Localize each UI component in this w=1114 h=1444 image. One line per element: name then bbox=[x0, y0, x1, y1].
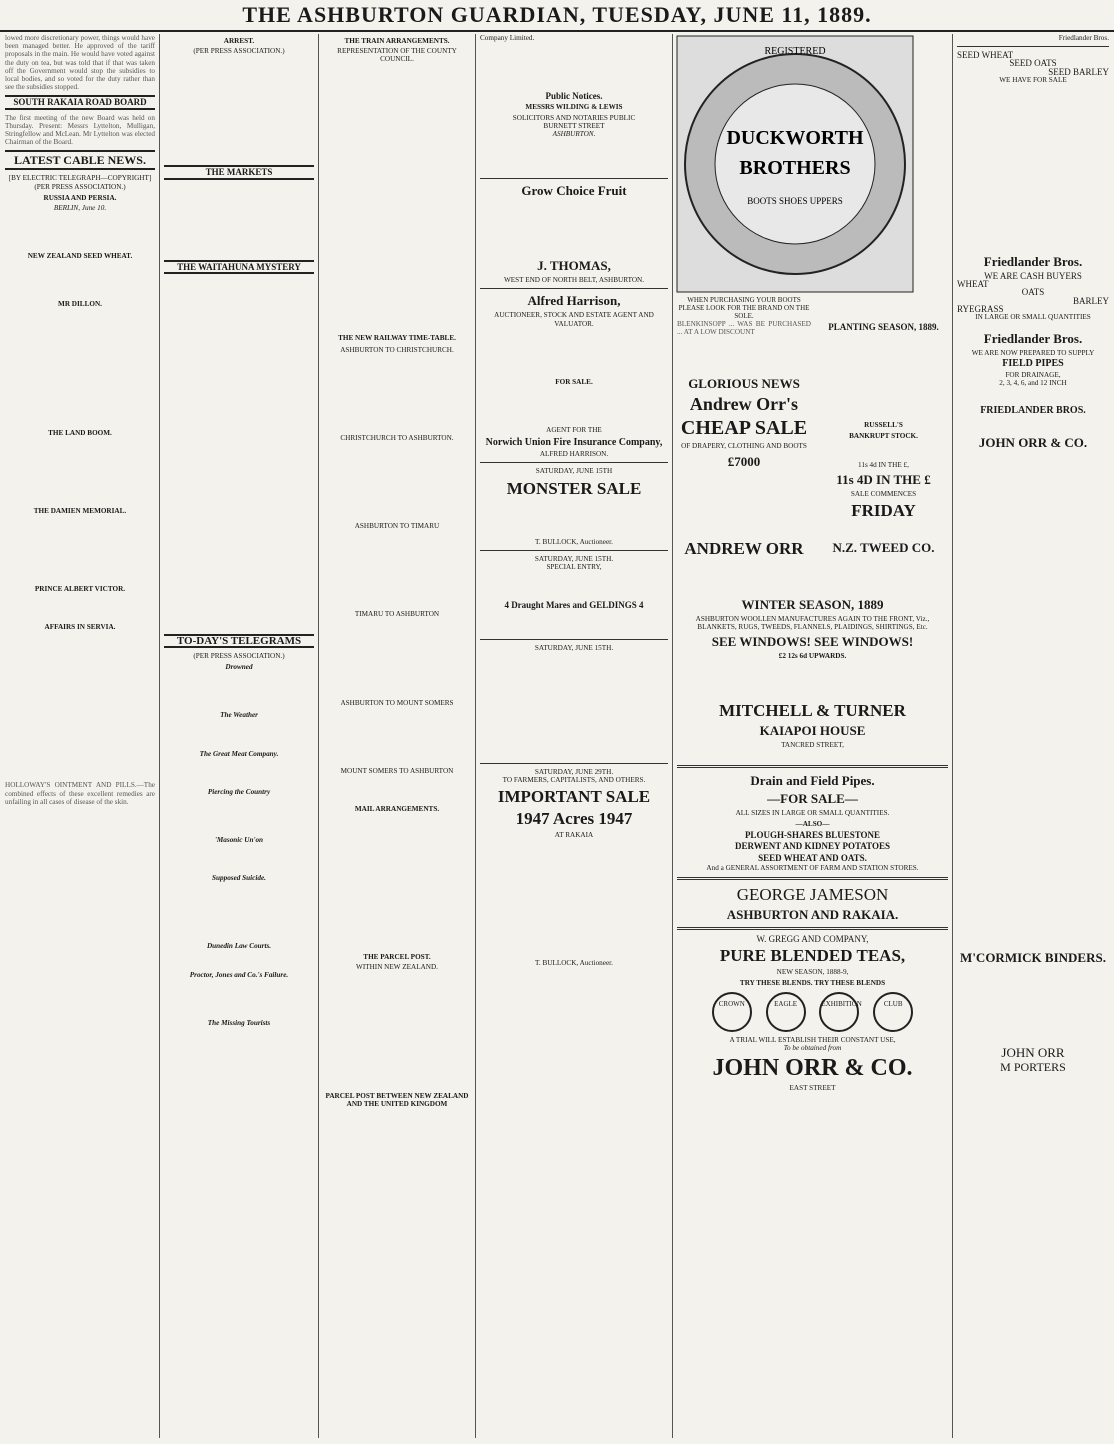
heading-waitahuna: THE WAITAHUNA MYSTERY bbox=[164, 260, 314, 274]
east-street: EAST STREET bbox=[789, 1084, 836, 1093]
seven-thousand: £7000 bbox=[727, 453, 761, 469]
ploughshares: PLOUGH-SHARES BLUESTONE bbox=[744, 830, 881, 841]
friedlander-top: Friedlander Bros. bbox=[1058, 34, 1109, 42]
ashburton-place: ASHBURTON. bbox=[552, 130, 596, 139]
all-sizes: ALL SIZES IN LARGE OR SMALL QUANTITIES. bbox=[735, 808, 890, 817]
acres: 1947 Acres 1947 bbox=[515, 809, 633, 829]
company-limited: Company Limited. bbox=[480, 34, 535, 42]
dateline-berlin: BERLIN, June 10. bbox=[53, 204, 107, 213]
subhead-within-nz: WITHIN NEW ZEALAND. bbox=[356, 963, 438, 972]
sale-date-1: SATURDAY, JUNE 15TH bbox=[535, 467, 613, 476]
andrew-orrs: Andrew Orr's bbox=[689, 394, 799, 415]
logo-products: BOOTS SHOES UPPERS bbox=[747, 196, 843, 206]
at-rakaia: AT RAKAIA bbox=[554, 831, 594, 840]
prepared-supply: WE ARE NOW PREPARED TO SUPPLY bbox=[971, 349, 1095, 358]
norwich-union: Norwich Union Fire Insurance Company, bbox=[485, 437, 663, 449]
drain-field-pipes: Drain and Field Pipes. bbox=[750, 772, 875, 788]
woollen-manufactures: ASHBURTON WOOLLEN MANUFACTURES AGAIN TO THE FRONT, Viz., bbox=[695, 615, 930, 623]
glorious-news: GLORIOUS NEWS bbox=[688, 376, 800, 392]
wheat: WHEAT bbox=[957, 279, 989, 290]
advert-holloway: HOLLOWAY'S OINTMENT AND PILLS.—The combined effects of these excellent remedies are unfailing in all cases of disease of the skin. bbox=[5, 781, 155, 806]
friedlander-2: Friedlander Bros. bbox=[983, 254, 1083, 270]
column-1 bbox=[2, 34, 158, 1438]
heading-parcel-post: THE PARCEL POST. bbox=[363, 953, 431, 962]
subhead-seed-wheat: NEW ZEALAND SEED WHEAT. bbox=[27, 252, 133, 261]
trial-line: A TRIAL WILL ESTABLISH THEIR CONSTANT USE, bbox=[729, 1035, 896, 1044]
drapery-line: OF DRAPERY, CLOTHING AND BOOTS bbox=[681, 442, 807, 451]
heading-parcel-uk: PARCEL POST BETWEEN NEW ZEALAND AND THE UNITED KINGDOM bbox=[325, 1091, 469, 1108]
pure-blended-teas: PURE BLENDED TEAS, bbox=[719, 946, 906, 966]
mccormick-binders: M'CORMICK BINDERS. bbox=[960, 950, 1106, 966]
sale-date-4: SATURDAY, JUNE 29TH. bbox=[534, 767, 614, 776]
copyright-note: [BY ELECTRIC TELEGRAPH—COPYRIGHT] bbox=[8, 174, 152, 183]
john-orr-co: JOHN ORR & CO. bbox=[712, 1055, 913, 1082]
mitchell-turner: MITCHELL & TURNER bbox=[719, 700, 906, 720]
tea-badge: EXHIBITION bbox=[819, 992, 859, 1032]
subhead-dillon: MR DILLON. bbox=[58, 300, 102, 309]
russells: RUSSELL'S bbox=[864, 421, 903, 430]
subhead-law-courts: Dunedin Law Courts. bbox=[206, 942, 272, 951]
heading-markets: THE MARKETS bbox=[164, 165, 314, 179]
column-rule bbox=[672, 34, 673, 1438]
heading-time-table: THE NEW RAILWAY TIME-TABLE. bbox=[338, 333, 456, 342]
general-assortment: And a GENERAL ASSORTMENT OF FARM AND STATION STORES. bbox=[706, 863, 919, 872]
column-2 bbox=[161, 34, 317, 1438]
heading-road-board: SOUTH RAKAIA ROAD BOARD bbox=[5, 95, 155, 109]
sale-date-2: SATURDAY, JUNE 15TH. bbox=[534, 554, 614, 563]
grow-choice-fruit: Grow Choice Fruit bbox=[521, 183, 627, 199]
column-6 bbox=[816, 320, 951, 590]
friedlander-4: FRIEDLANDER BROS. bbox=[980, 405, 1086, 417]
solicitors: SOLICITORS AND NOTARIES PUBLIC bbox=[512, 113, 636, 122]
kaiapoi-house: KAIAPOI HOUSE bbox=[759, 722, 866, 738]
column-7 bbox=[954, 34, 1112, 1438]
j-thomas: J. THOMAS, bbox=[537, 258, 611, 274]
brand-caption: WHEN PURCHASING YOUR BOOTS PLEASE LOOK FOR THE BRAND ON THE SOLE. bbox=[678, 296, 810, 321]
george-jameson: GEORGE JAMESON bbox=[736, 885, 889, 905]
price-upwards: £2 12s 6d UPWARDS. bbox=[778, 652, 847, 661]
subhead-masonic: 'Masonic Un'on bbox=[214, 836, 264, 845]
heading-arrest: ARREST. bbox=[223, 37, 255, 45]
barley: BARLEY bbox=[1073, 295, 1109, 306]
subhead-suicide: Supposed Suicide. bbox=[212, 874, 266, 883]
burnett-street: BURNETT STREET bbox=[543, 121, 605, 130]
blenkinsopp: BLENKINSOPP ... WAS BE PURCHASED ... AT A LOW DISCOUNT bbox=[677, 320, 811, 337]
subhead-meat-company: The Great Meat Company. bbox=[199, 749, 279, 758]
special-entry: SPECIAL ENTRY, bbox=[546, 563, 602, 572]
subhead-weather: The Weather bbox=[220, 711, 258, 720]
column-rule bbox=[159, 34, 160, 1438]
john-orr-co-col7: JOHN ORR & CO. bbox=[978, 435, 1088, 451]
monster-sale: MONSTER SALE bbox=[506, 478, 642, 498]
seed-oats: SEED OATS bbox=[1009, 58, 1057, 69]
m-porters: M PORTERS bbox=[1000, 1060, 1066, 1075]
seed-wheat: SEED WHEAT bbox=[957, 50, 1014, 61]
subhead-drowned: Drowned bbox=[225, 663, 253, 672]
tea-badge: EAGLE bbox=[766, 992, 806, 1032]
logo-name-1: DUCKWORTH bbox=[726, 127, 864, 149]
press-association: (PER PRESS ASSOCIATION.) bbox=[193, 652, 285, 661]
large-small: IN LARGE OR SMALL QUANTITIES bbox=[975, 313, 1091, 322]
planting-season: PLANTING SEASON, 1889. bbox=[828, 322, 939, 332]
cash-buyers: WE ARE CASH BUYERS bbox=[984, 271, 1082, 282]
subhead-failure: Proctor, Jones and Co.'s Failure. bbox=[189, 970, 289, 979]
ashburton-rakaia: ASHBURTON AND RAKAIA. bbox=[726, 907, 899, 923]
subhead-representation: REPRESENTATION OF THE COUNTY COUNCIL. bbox=[337, 47, 457, 64]
pipe-sizes: 2, 3, 4, 6, and 12 INCH bbox=[999, 378, 1067, 387]
tancred-street: TANCRED STREET, bbox=[781, 740, 844, 749]
we-have-for-sale: WE HAVE FOR SALE bbox=[999, 75, 1067, 84]
column-4 bbox=[477, 34, 671, 1438]
seed-barley: SEED BARLEY bbox=[1048, 66, 1109, 77]
alfred-harrison-sign: ALFRED HARRISON. bbox=[539, 450, 609, 459]
article-intro: lowed more discretionary power, things would have been managed better. He approved of the tariff proposals in the main. He would have voted against the duty on tea, but was told that if that was taken off the Government would stop the subsidies to local bodies, and so voted for the duty rather than see the subsidies stopped. bbox=[5, 34, 155, 92]
j-thomas-address: WEST END OF NORTH BELT, ASHBURTON. bbox=[503, 276, 645, 285]
agent-for: AGENT FOR THE bbox=[546, 426, 602, 435]
column-3 bbox=[320, 34, 474, 1438]
important-sale: IMPORTANT SALE bbox=[497, 787, 651, 807]
john-orr: JOHN ORR bbox=[1001, 1045, 1065, 1061]
route-6: MOUNT SOMERS TO ASHBURTON bbox=[340, 766, 454, 775]
column-rule bbox=[318, 34, 319, 1438]
heading-latest-cable: LATEST CABLE NEWS. bbox=[5, 150, 155, 170]
bullock-2: T. BULLOCK, Auctioneer. bbox=[535, 959, 613, 968]
article-road-board: The first meeting of the new Board was held on Thursday. Present: Messrs Lyttelton, Mulligan, Stringfellow and McLean. Mr Lyttelton was elected Chairman of the Board. bbox=[5, 113, 155, 147]
heading-public-notices: Public Notices. bbox=[545, 91, 603, 102]
alfred-harrison-title: AUCTIONEER, STOCK AND ESTATE AGENT AND VALUATOR. bbox=[494, 311, 654, 328]
russ-price-1: 11s 4d IN THE £, bbox=[858, 460, 909, 469]
oats: OATS bbox=[1021, 287, 1045, 298]
tea-badge: CROWN bbox=[712, 992, 752, 1032]
subhead-damien: THE DAMIEN MEMORIAL. bbox=[33, 506, 127, 515]
for-sale-wide: —FOR SALE— bbox=[767, 790, 858, 806]
russ-price-2: 11s 4D IN THE £ bbox=[836, 471, 931, 487]
duckworth-brothers-logo bbox=[675, 34, 915, 294]
obtained-from: To be obtained from bbox=[783, 1043, 842, 1052]
sale-date-3: SATURDAY, JUNE 15TH. bbox=[534, 644, 614, 653]
friday: FRIDAY bbox=[851, 501, 916, 521]
winter-season: WINTER SEASON, 1889 bbox=[741, 597, 884, 612]
try-blends: TRY THESE BLENDS. TRY THESE BLENDS bbox=[739, 979, 886, 988]
derwent: DERWENT AND KIDNEY POTATOES bbox=[735, 841, 890, 852]
new-season: NEW SEASON, 1888-9, bbox=[776, 968, 849, 977]
route-2: CHRISTCHURCH TO ASHBURTON. bbox=[340, 434, 454, 443]
heading-mail: MAIL ARRANGEMENTS. bbox=[354, 805, 440, 814]
cheap-sale: CHEAP SALE bbox=[680, 417, 808, 440]
bullock-1: T. BULLOCK, Auctioneer. bbox=[535, 537, 613, 546]
andrew-orr-sign: ANDREW ORR bbox=[684, 538, 804, 558]
subhead-piercing: Piercing the Country bbox=[207, 787, 271, 796]
subhead-land-boom: THE LAND BOOM. bbox=[48, 428, 112, 437]
sale-commences: SALE COMMENCES bbox=[850, 489, 917, 498]
tea-badges bbox=[677, 992, 948, 1032]
press-association: (PER PRESS ASSOCIATION.) bbox=[193, 47, 285, 56]
column-rule bbox=[952, 34, 953, 1438]
field-pipes: FIELD PIPES bbox=[1002, 358, 1064, 370]
heading-todays-telegrams: TO-DAY'S TELEGRAMS bbox=[164, 634, 314, 648]
see-windows: SEE WINDOWS! SEE WINDOWS! bbox=[711, 634, 914, 650]
to-farmers: TO FARMERS, CAPITALISTS, AND OTHERS. bbox=[502, 775, 646, 784]
logo-registered: REGISTERED bbox=[764, 46, 826, 57]
masthead-title: THE ASHBURTON GUARDIAN, TUESDAY, JUNE 11, 1889. bbox=[0, 0, 1114, 32]
heading-train: THE TRAIN ARRANGEMENTS. bbox=[344, 37, 450, 45]
for-sale: FOR SALE. bbox=[555, 377, 593, 386]
bankrupt-stock: BANKRUPT STOCK. bbox=[849, 432, 918, 441]
logo-name-2: BROTHERS bbox=[739, 157, 851, 179]
subhead-tourists: The Missing Tourists bbox=[207, 1018, 271, 1027]
alfred-harrison: Alfred Harrison, bbox=[527, 293, 621, 309]
column-rule bbox=[475, 34, 476, 1438]
column-5a bbox=[674, 320, 814, 590]
also: —ALSO— bbox=[795, 820, 830, 829]
ryegrass: RYEGRASS bbox=[957, 303, 1004, 314]
subhead-russia: RUSSIA AND PERSIA. bbox=[43, 193, 117, 202]
route-3: ASHBURTON TO TIMARU bbox=[354, 522, 440, 531]
for-drainage: FOR DRAINAGE, bbox=[1005, 370, 1061, 379]
route-4: TIMARU TO ASHBURTON bbox=[354, 610, 440, 619]
press-association: (PER PRESS ASSOCIATION.) bbox=[34, 182, 126, 191]
tea-badge: CLUB bbox=[873, 992, 913, 1032]
subhead-servia: AFFAIRS IN SERVIA. bbox=[44, 623, 116, 632]
nz-tweed: N.Z. TWEED CO. bbox=[832, 540, 935, 556]
subhead-prince: PRINCE ALBERT VICTOR. bbox=[34, 585, 126, 594]
route-1: ASHBURTON TO CHRISTCHURCH. bbox=[340, 345, 454, 354]
gregg-company: W. GREGG AND COMPANY, bbox=[756, 934, 869, 945]
wilding-lewis: MESSRS WILDING & LEWIS bbox=[525, 103, 623, 112]
friedlander-3: Friedlander Bros. bbox=[983, 331, 1083, 347]
route-5: ASHBURTON TO MOUNT SOMERS bbox=[340, 698, 454, 707]
wide-advert-section bbox=[674, 594, 951, 1438]
blankets-line: BLANKETS, RUGS, TWEEDS, FLANNELS, PLAIDINGS, SHIRTINGS, Etc. bbox=[697, 623, 928, 632]
seed-wheat-oats: SEED WHEAT AND OATS. bbox=[758, 852, 867, 863]
draught-mares: 4 Draught Mares and GELDINGS 4 bbox=[504, 600, 644, 611]
